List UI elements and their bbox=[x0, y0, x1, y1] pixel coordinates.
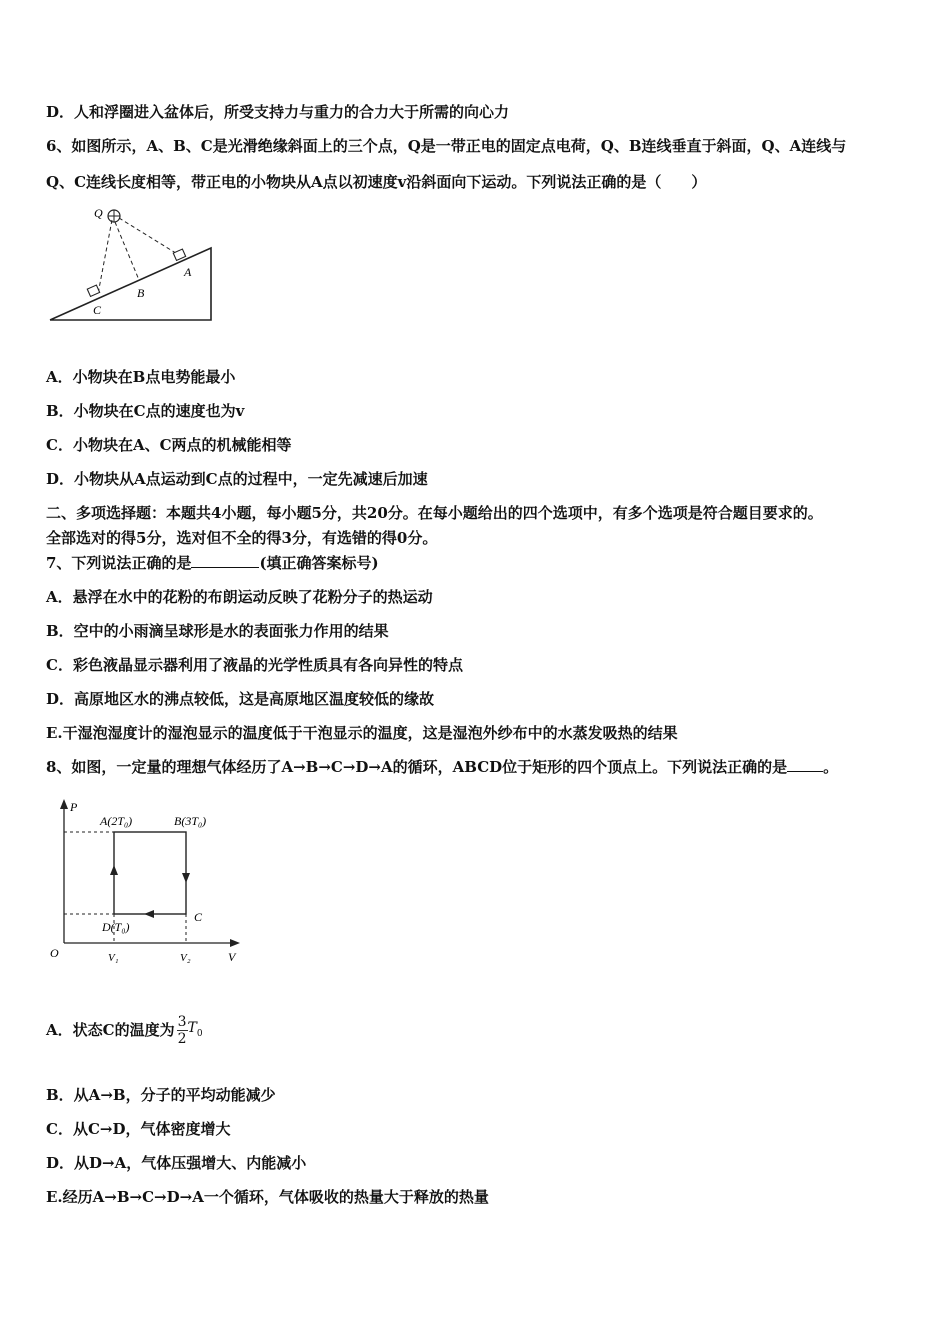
label-c: C bbox=[194, 910, 203, 924]
q8-option-c: C．从C→D，气体密度增大 bbox=[46, 1120, 231, 1138]
label-c: C bbox=[93, 303, 102, 317]
q5-option-d: D．人和浮圈进入盆体后，所受支持力与重力的合力大于所需的向心力 bbox=[46, 103, 510, 121]
label-b: B(3T₀) bbox=[174, 814, 207, 828]
label-d: D(T₀) bbox=[102, 920, 130, 934]
q6-option-d: D．小物块从A点运动到C点的过程中，一定先减速后加速 bbox=[46, 470, 428, 488]
q6-option-a: A．小物块在B点电势能最小 bbox=[46, 368, 236, 386]
q6-stem-line2: Q、C连线长度相等，带正电的小物块从A点以初速度v沿斜面向下运动。下列说法正确的是（ ） bbox=[46, 173, 707, 191]
fraction-numerator: 3 bbox=[177, 1014, 187, 1031]
q7-stem-prefix: 7、下列说法正确的是 bbox=[46, 554, 192, 572]
q7-option-b: B．空中的小雨滴呈球形是水的表面张力作用的结果 bbox=[46, 622, 389, 640]
incline-surface bbox=[50, 248, 211, 320]
q8-stem-prefix: 8、如图，一定量的理想气体经历了A→B→C→D→A的循环，ABCD位于矩形的四个顶点上。下列说法正确的是 bbox=[46, 758, 788, 776]
q8-option-a bbox=[46, 1008, 203, 1054]
section2-line2: 全部选对的得5分，选对但不全的得3分，有选错的得0分。 bbox=[46, 529, 438, 547]
q6-stem-line1: 6、如图所示，A、B、C是光滑绝缘斜面上的三个点，Q是一带正电的固定点电荷，Q、B连线垂直于斜面，Q、A连线与 bbox=[46, 137, 847, 155]
section2-line1: 二、多项选择题：本题共4小题，每小题5分，共20分。在每小题给出的四个选项中，有多个选项是符合题目要求的。 bbox=[46, 504, 823, 522]
cycle-rectangle bbox=[114, 832, 186, 914]
qb-line bbox=[115, 222, 139, 280]
q8-pv-diagram bbox=[44, 795, 254, 970]
label-b: B bbox=[137, 286, 145, 300]
label-a: A(2T₀) bbox=[100, 814, 133, 828]
label-a: A bbox=[184, 265, 192, 279]
q8-option-a-temp-symbol bbox=[187, 1020, 203, 1039]
arrow-d-to-a bbox=[110, 865, 118, 875]
q8-option-e: E.经历A→B→C→D→A一个循环，气体吸收的热量大于释放的热量 bbox=[46, 1188, 489, 1206]
q7-stem-suffix: (填正确答案标号) bbox=[259, 554, 379, 572]
q6-option-c: C．小物块在A、C两点的机械能相等 bbox=[46, 436, 292, 454]
q8-option-b: B．从A→B，分子的平均动能减少 bbox=[46, 1086, 276, 1104]
q6-option-b: B．小物块在C点的速度也为v bbox=[46, 402, 245, 420]
origin-label: O bbox=[50, 946, 59, 960]
q8-option-d: D．从D→A，气体压强增大、内能减小 bbox=[46, 1154, 307, 1172]
q7-answer-blank[interactable] bbox=[191, 553, 259, 568]
fraction-denominator: 2 bbox=[177, 1031, 187, 1048]
q7-option-a: A．悬浮在水中的花粉的布朗运动反映了花粉分子的热运动 bbox=[46, 588, 433, 606]
q7-stem bbox=[46, 553, 379, 573]
label-q: Q bbox=[94, 206, 103, 220]
arrow-b-to-c bbox=[182, 873, 190, 883]
q8-answer-blank[interactable] bbox=[787, 757, 823, 772]
q8-stem bbox=[46, 757, 838, 777]
qc-line bbox=[98, 220, 112, 294]
label-v1: V₁ bbox=[108, 952, 119, 964]
q8-option-a-prefix: A．状态C的温度为 bbox=[46, 1020, 175, 1039]
p-axis-label: P bbox=[70, 800, 78, 814]
arrow-c-to-d bbox=[144, 910, 154, 918]
q8-option-a-fraction bbox=[177, 1014, 188, 1047]
q7-option-d: D．高原地区水的沸点较低，这是高原地区温度较低的缘故 bbox=[46, 690, 435, 708]
label-v2: V₂ bbox=[180, 952, 191, 964]
block-at-a bbox=[173, 249, 185, 260]
temp-subscript: 0 bbox=[196, 1028, 203, 1039]
q6-incline-figure bbox=[44, 200, 224, 330]
q7-option-e: E.干湿泡湿度计的湿泡显示的温度低于干泡显示的温度，这是湿泡外纱布中的水蒸发吸热的结果 bbox=[46, 724, 678, 742]
q7-option-c: C．彩色液晶显示器利用了液晶的光学性质具有各向异性的特点 bbox=[46, 656, 463, 674]
q8-stem-suffix: 。 bbox=[823, 758, 839, 776]
block-at-c bbox=[87, 285, 99, 296]
temp-letter: T bbox=[187, 1020, 197, 1036]
v-axis-label: V bbox=[228, 950, 236, 964]
qa-line bbox=[119, 218, 179, 255]
